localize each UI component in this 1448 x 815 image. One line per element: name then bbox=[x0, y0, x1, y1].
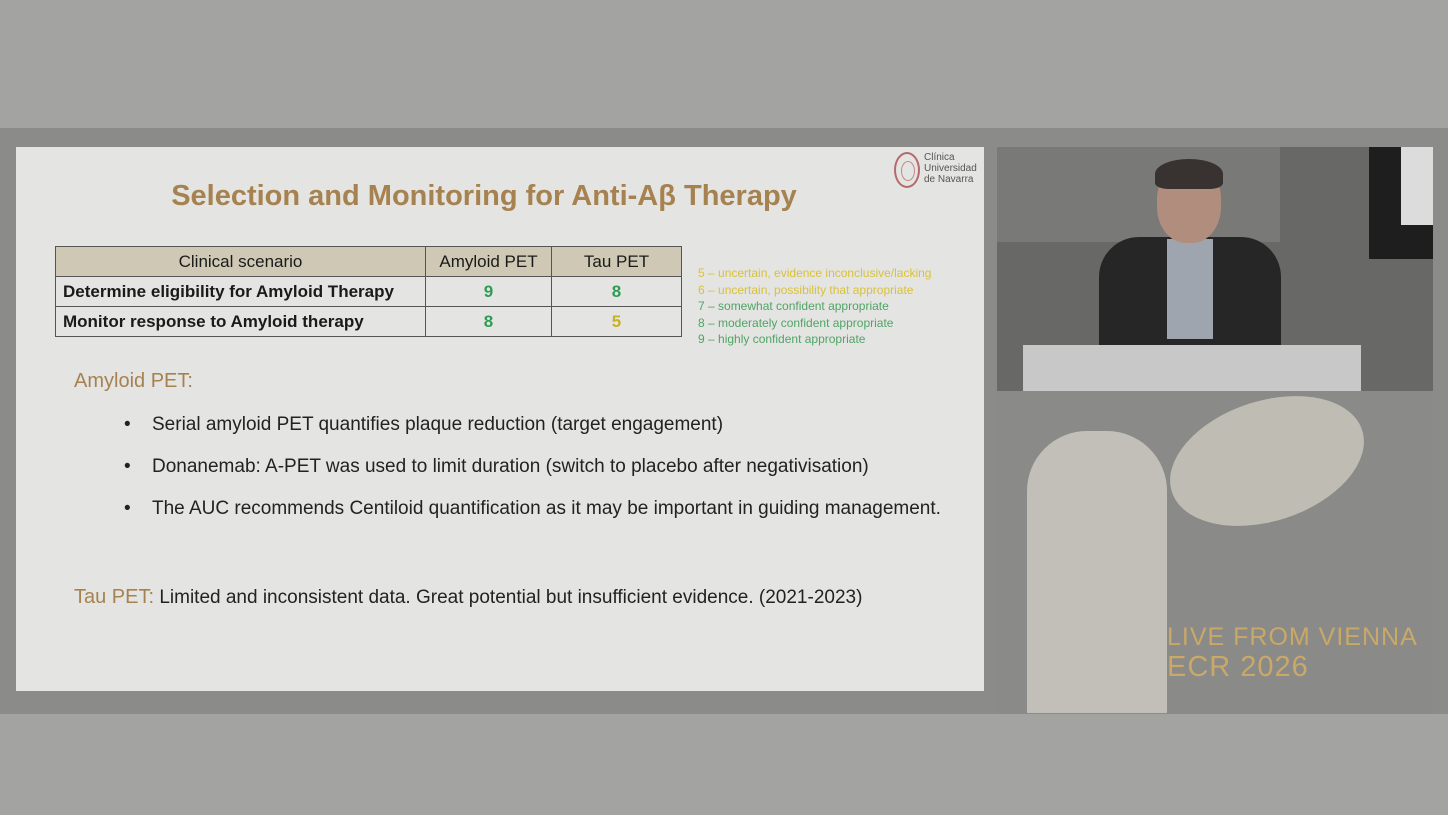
table-row bbox=[56, 307, 682, 337]
legend-item: 7 – somewhat confident appropriate bbox=[698, 299, 889, 313]
bullet-item: • Donanemab: A-PET was used to limit duration (switch to placebo after negativisation) bbox=[124, 454, 954, 480]
university-logo bbox=[890, 150, 985, 192]
owl-figure bbox=[1153, 391, 1380, 549]
amyloid-bullets bbox=[124, 412, 954, 538]
legend-item: 6 – uncertain, possibility that appropriate bbox=[698, 282, 914, 297]
tau-text: Limited and inconsistent data. Great potential but insufficient evidence. (2021-2023) bbox=[159, 587, 863, 608]
seal-icon bbox=[894, 152, 920, 188]
tau-score: 5 bbox=[552, 307, 682, 337]
conference-branding bbox=[997, 391, 1433, 713]
logo-line: de Navarra bbox=[924, 174, 974, 185]
legend-item: 5 – uncertain, evidence inconclusive/lacking bbox=[698, 266, 932, 280]
tau-label: Tau PET: bbox=[74, 586, 155, 608]
logo-line: Universidad bbox=[924, 163, 977, 174]
legend-item: 8 – moderately confident appropriate bbox=[698, 315, 894, 330]
logo-text bbox=[924, 152, 977, 185]
column-header: Tau PET bbox=[552, 247, 682, 277]
scenario-table bbox=[55, 246, 682, 337]
table-row bbox=[56, 277, 682, 307]
column-header: Amyloid PET bbox=[426, 247, 552, 277]
column-header: Clinical scenario bbox=[56, 247, 426, 277]
score-legend bbox=[698, 265, 931, 348]
podium bbox=[1023, 345, 1361, 391]
tau-score: 8 bbox=[552, 277, 682, 307]
slide-title: Selection and Monitoring for Anti-Aβ Therapy bbox=[171, 180, 797, 212]
legend-item: 9 – highly confident appropriate bbox=[698, 332, 866, 346]
amyloid-heading: Amyloid PET: bbox=[74, 370, 193, 392]
speaker-video bbox=[997, 147, 1433, 391]
bullet-item: • Serial amyloid PET quantifies plaque reduction (target engagement) bbox=[124, 412, 954, 438]
live-from-vienna-text: LIVE FROM VIENNA bbox=[1167, 623, 1418, 651]
speaker-shirt bbox=[1167, 239, 1213, 339]
speaker-hair bbox=[1155, 159, 1223, 189]
ecr-year-text: ECR 2026 bbox=[1167, 651, 1309, 683]
logo-line: Clínica bbox=[924, 152, 955, 163]
statue-figure bbox=[1027, 431, 1167, 713]
bullet-item: • The AUC recommends Centiloid quantification as it may be important in guiding management. bbox=[124, 496, 954, 522]
backdrop-light bbox=[1401, 147, 1433, 225]
backdrop-wall bbox=[997, 147, 1280, 242]
amyloid-score: 9 bbox=[426, 277, 552, 307]
table-header-row bbox=[56, 247, 682, 277]
scenario-cell: Monitor response to Amyloid therapy bbox=[56, 307, 426, 337]
tau-statement bbox=[74, 586, 862, 609]
scenario-cell: Determine eligibility for Amyloid Therapy bbox=[56, 277, 426, 307]
amyloid-score: 8 bbox=[426, 307, 552, 337]
